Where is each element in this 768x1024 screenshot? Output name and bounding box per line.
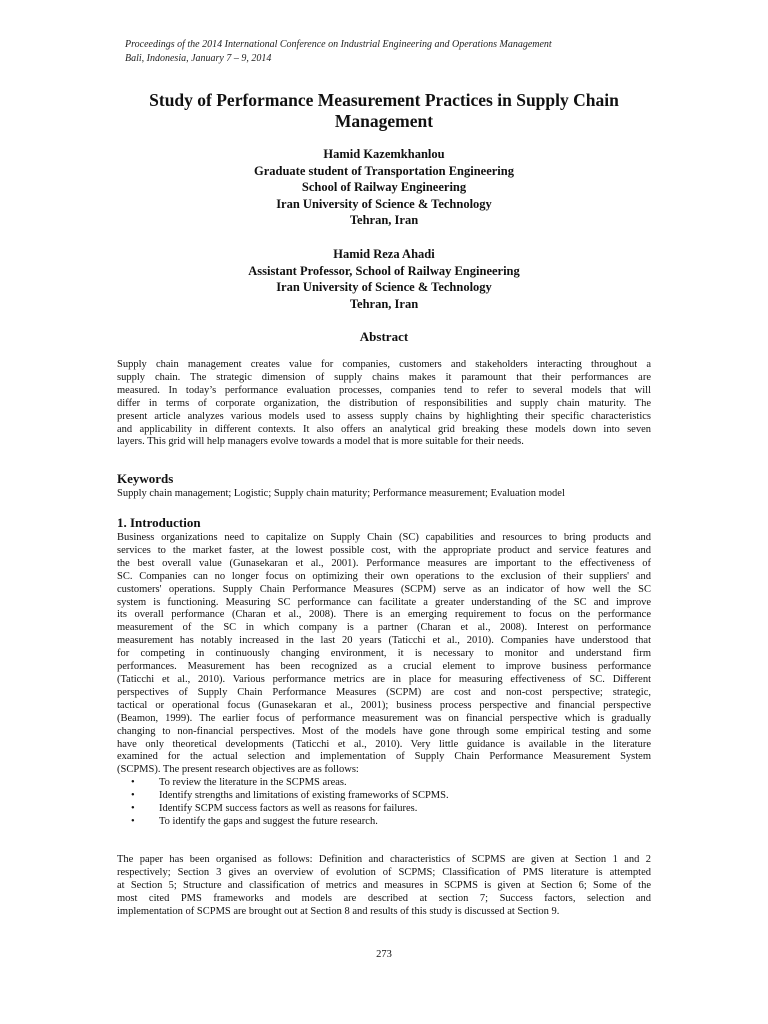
closing-line: implementation of SCPMS are brought out at Section 8 and results of this study is discussed at Section 9. [117,905,560,917]
intro-line: changing to non-financial perspectives. Most of the models have gone through some empirical testing and some [117,725,651,737]
author-1-name: Hamid Kazemkhanlou [323,147,445,161]
intro-line: customers' operations. Supply Chain Performance Measures (SCPM) serve as an indicator of how well the SC [117,583,651,595]
intro-line: (SCPMS). The present research objectives are as follows: [117,764,359,776]
paper-title [100,90,668,132]
list-item [131,777,631,790]
author-2-role: Assistant Professor, School of Railway Engineering [248,263,520,278]
abstract-body [117,359,651,449]
intro-line: have only theoretical developments (Taticchi et al., 2010). Very little guidance is available in the literature [117,738,651,750]
intro-line: measurement has notably increased in the last 20 years (Taticchi et al., 2010). Companies have understood that [117,635,651,647]
author-2-name: Hamid Reza Ahadi [333,247,435,261]
abstract-line: Supply chain management creates value for companies, customers and stakeholders interacting throughout a [117,359,651,370]
author-1-city: Tehran, Iran [349,213,419,227]
closing-line: at Section 5; Structure and classification of metrics and measures in SCPMS is given at Section 6; Some of the [117,879,651,891]
intro-line: examined for the actual selection and implementation of Supply Chain Performance Measurement System [117,751,651,763]
intro-line: its overall performance (Charan et al., 2008). There is an emerging requirement to focus on the performance [117,609,651,621]
abstract-line: supply chain. The strategic dimension of supply chains makes it paramount that their performances are [117,371,651,383]
list-item-text: Identify strengths and limitations of existing frameworks of SCPMS. [159,789,449,801]
intro-line: system is functioning. Measuring SC performance can facilitate a greater understanding of the SC and improve [117,596,651,608]
intro-line: measurement of the SC in which company is a partner (Charan et al., 2008). Interest on performance [117,622,651,634]
abstract-line: present article analyzes various models used to assess supply chains by highlighting their specific characteristics [117,410,651,422]
abstract-line: layers. This grid will help managers evolve towards a model that is more suitable for their needs. [117,436,524,448]
page-number: 273 [376,949,392,960]
proceedings-header [125,38,665,66]
closing-line: respectively; Section 3 gives an overview of evolution of SCPMS; Classification of PMS literature is attempted [117,866,651,878]
author-2-block [150,246,618,312]
keywords-text: Supply chain management; Logistic; Supply chain maturity; Performance measurement; Evaluation model [117,488,565,499]
intro-line: (Beamon, 1999). The earlier focus of performance measurement was on financial perspective which is gradually [117,712,651,724]
list-item [131,790,631,803]
list-item [131,803,631,816]
list-item-text: To review the literature in the SCPMS areas. [159,777,347,788]
bullet-icon: • [131,777,135,788]
introduction-body [117,532,651,777]
author-1-role: Graduate student of Transportation Engineering [254,163,514,178]
keywords-heading: Keywords [117,471,174,486]
closing-line: most cited PMS frameworks and models are described at section 7; Success factors, selection and [117,892,651,904]
author-2-university: Iran University of Science & Technology [276,280,492,294]
bullet-icon: • [131,815,135,827]
intro-line: tactical or operational focus (Gunasekaran et al., 2001); business process perspective and financial perspective [117,699,651,711]
title-line-2: Management [334,111,434,131]
abstract-line: measured. In today’s performance evaluation processes, companies tend to refer to several models that will [117,384,651,396]
bullet-icon: • [131,789,135,801]
author-1-dept: School of Railway Engineering [301,180,467,194]
objectives-list [131,777,631,829]
abstract-line: differ in terms of corporate organization, the distribution of responsibilities and supply chain maturity. The [117,397,651,409]
intro-line: Business organizations need to capitalize on Supply Chain (SC) capabilities and resources to bring products and [117,532,651,543]
intro-line: for competing in continuously changing environment, it is necessary to monitor and understand firm [117,648,651,660]
intro-line: services to the market faster, at the lowest possible cost, with the appropriate product and service features and [117,544,651,556]
author-1-block [150,146,618,229]
title-line-1: Study of Performance Measurement Practices in Supply Chain [149,90,619,110]
introduction-closing [117,854,651,919]
header-line-2: Bali, Indonesia, January 7 – 9, 2014 [125,53,272,64]
intro-line: perspectives of Supply Chain Performance Measures (SCPM) are cost and non-cost perspective; strategic, [117,686,651,698]
author-1-university: Iran University of Science & Technology [276,196,492,211]
abstract-line: and applicability in different contexts. It also offers an analytical grid breaking these models down into seven [117,423,651,435]
author-2-city: Tehran, Iran [349,296,419,311]
introduction-heading: 1. Introduction [117,515,201,530]
abstract-heading: Abstract [359,329,409,344]
header-line-1: Proceedings of the 2014 International Conference on Industrial Engineering and Operations Management [125,39,552,50]
keywords-body [117,488,651,501]
intro-line: SC. Companies can no longer focus on optimizing their own operations to the exclusion of their suppliers' and [117,570,651,582]
list-item-text: Identify SCPM success factors as well as reasons for failures. [159,802,418,814]
intro-line: performances. Measurement has been recognized as a crucial element to improve business performance [117,661,651,673]
closing-line: The paper has been organised as follows: Definition and characteristics of SCPMS are given at Section 1 and 2 [117,854,651,865]
intro-line: the best overall value (Gunasekaran et al., 2001). Performance measures are important to the effectiveness of [117,557,651,569]
intro-line: (Taticchi et al., 2010). Various performance metrics are in place for measuring effectiveness of SC. Different [117,673,651,685]
list-item [131,816,631,829]
bullet-icon: • [131,802,135,814]
list-item-text: To identify the gaps and suggest the future research. [159,815,378,827]
